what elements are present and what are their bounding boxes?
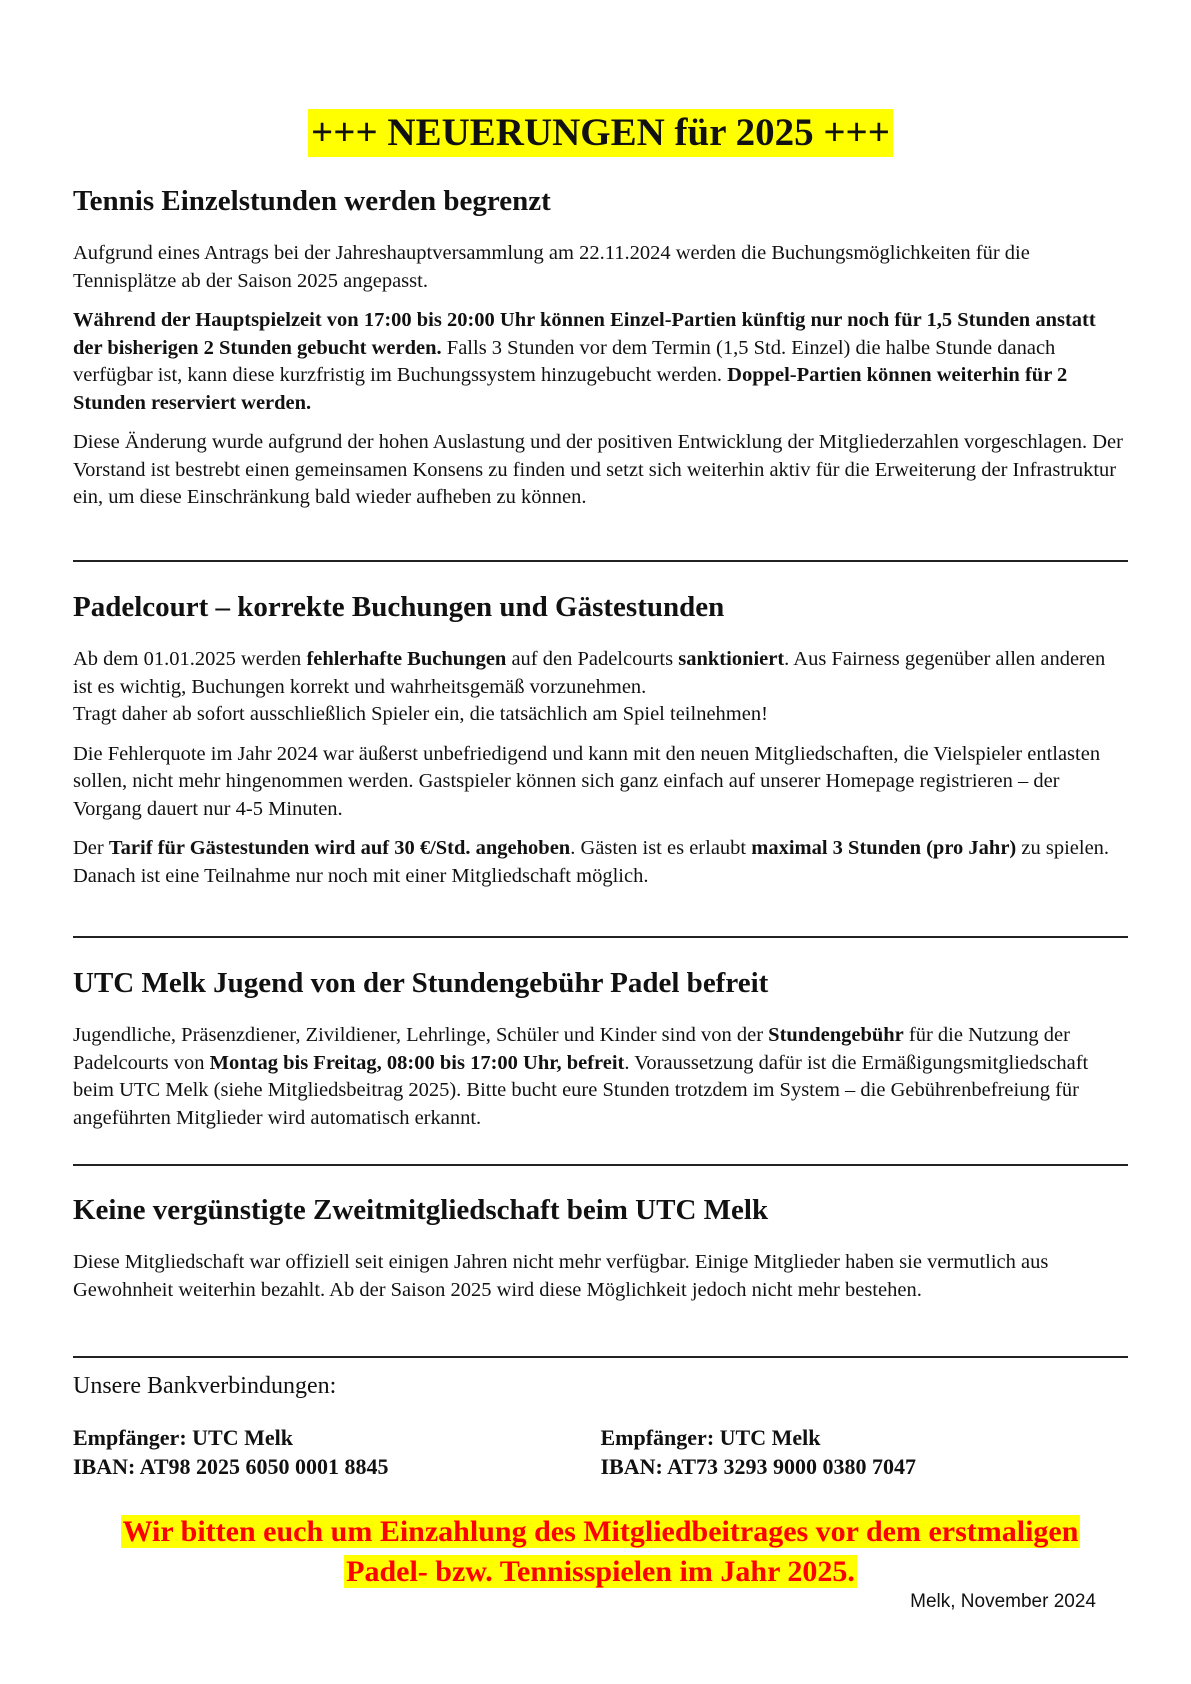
divider	[73, 1356, 1128, 1358]
youth-p1-bold-d: Montag bis Freitag, 08:00 bis 17:00 Uhr, befreit	[209, 1051, 625, 1074]
bank-account-2-iban: IBAN: AT73 3293 9000 0380 7047	[600, 1453, 917, 1479]
padel-p1-text-f: Tragt daher ab sofort ausschließlich Spieler ein, die tatsächlich am Spiel teilnehmen!	[73, 703, 768, 725]
section-heading-padel: Padelcourt – korrekte Buchungen und Gästestunden	[73, 591, 725, 623]
tennis-paragraph-2-bold-2: Doppel-Partien können weiterhin für 2 Stunden reserviert werden.	[73, 364, 1068, 414]
membership-paragraph-1: Diese Mitgliedschaft war offiziell seit einigen Jahren nicht mehr verfügbar. Einige Mitglieder haben sie vermutlich aus Gewohnheit weiterhin bezahlt. Ab der Saison 2025 wird diese Möglichkeit jedoch nicht mehr bestehen.	[73, 1251, 1049, 1301]
bank-account-1	[73, 1423, 601, 1481]
youth-p1-text-e: . Voraussetzung dafür ist die Ermäßigungsmitgliedschaft beim UTC Melk (siehe Mitgliedsbeitrag 2025). Bitte bucht eure Stunden trotzdem im System – die Gebührenbefreiung für angeführten Mitglieder wird automatisch erkannt.	[73, 1051, 1089, 1129]
padel-p3-bold-b: Tarif für Gästestunden wird auf 30 €/Std. angehoben	[108, 837, 571, 859]
padel-paragraph-3	[73, 835, 1128, 890]
footer-date: Melk, November 2024	[910, 1591, 1096, 1612]
divider	[73, 560, 1128, 562]
padel-paragraph-1	[73, 646, 1128, 729]
youth-paragraph-1	[73, 1022, 1128, 1132]
padel-p1-bold-d: sanktioniert	[678, 648, 785, 670]
page-title: +++ NEUERUNGEN für 2025 +++	[308, 109, 893, 157]
document-page	[73, 0, 1128, 1588]
youth-p1-text-c: für die Nutzung der Padelcourts von	[73, 1024, 1070, 1074]
padel-p3-bold-d: maximal 3 Stunden (pro Jahr)	[751, 837, 1017, 859]
padel-p3-text-a: Der	[73, 837, 109, 859]
padel-paragraph-2: Die Fehlerquote im Jahr 2024 war äußerst unbefriedigend und kann mit den neuen Mitgliedschaften, die Vielspieler entlasten sollen, nicht mehr hingenommen werden. Gastspieler können sich ganz einfach auf unserer Homepage registrieren – der Vorgang dauert nur 4-5 Minuten.	[73, 742, 1101, 820]
bank-section	[73, 1373, 1128, 1481]
bank-account-1-recipient: Empfänger: UTC Melk	[73, 1424, 293, 1450]
tennis-paragraph-2	[73, 307, 1128, 417]
section-heading-tennis: Tennis Einzelstunden werden begrenzt	[73, 185, 551, 217]
bank-account-1-iban: IBAN: AT98 2025 6050 0001 8845	[73, 1453, 389, 1479]
youth-p1-bold-b: Stundengebühr	[768, 1024, 904, 1046]
padel-p3-text-c: . Gästen ist es erlaubt	[570, 837, 752, 859]
bank-account-2	[601, 1423, 1129, 1481]
bank-accounts	[73, 1423, 1128, 1481]
tennis-paragraph-2-text: Falls 3 Stunden vor dem Termin (1,5 Std. Einzel) die halbe Stunde danach verfügbar ist, kann diese kurzfristig im Buchungssystem hinzugebucht werden.	[73, 336, 1056, 386]
padel-p1-bold-b: fehlerhafte Buchungen	[306, 648, 507, 670]
closing-notice	[73, 1512, 1128, 1592]
section-membership	[73, 1192, 1128, 1304]
closing-line-1: Wir bitten euch um Einzahlung des Mitgliedbeitrages vor dem erstmaligen	[122, 1515, 1079, 1548]
divider	[73, 1164, 1128, 1166]
bank-account-2-recipient: Empfänger: UTC Melk	[600, 1424, 821, 1450]
section-heading-youth: UTC Melk Jugend von der Stundengebühr Padel befreit	[73, 967, 769, 999]
padel-p1-text-e: . Aus Fairness gegenüber allen anderen ist es wichtig, Buchungen korrekt und wahrheitsgemäß vorzunehmen.	[73, 648, 1106, 698]
youth-p1-text-a: Jugendliche, Präsenzdiener, Zivildiener, Lehrlinge, Schüler und Kinder sind von der	[73, 1024, 769, 1046]
divider	[73, 936, 1128, 938]
section-youth	[73, 965, 1128, 1132]
section-tennis	[73, 183, 1128, 512]
section-heading-membership: Keine vergünstigte Zweitmitgliedschaft beim UTC Melk	[73, 1194, 769, 1226]
section-padel	[73, 589, 1128, 890]
bank-intro: Unsere Bankverbindungen:	[73, 1373, 337, 1399]
closing-line-2: Padel- bzw. Tennisspielen im Jahr 2025.	[346, 1555, 855, 1588]
padel-p1-text-c: auf den Padelcourts	[506, 648, 679, 670]
tennis-paragraph-1: Aufgrund eines Antrags bei der Jahreshauptversammlung am 22.11.2024 werden die Buchungsmöglichkeiten für die Tennisplätze ab der Saison 2025 angepasst.	[73, 242, 1030, 292]
tennis-paragraph-2-bold-1: Während der Hauptspielzeit von 17:00 bis 20:00 Uhr können Einzel-Partien künftig nur noch für 1,5 Stunden anstatt der bisherigen 2 Stunden gebucht werden.	[73, 309, 1096, 359]
title-wrap	[73, 109, 1128, 157]
padel-p1-text-a: Ab dem 01.01.2025 werden	[73, 648, 307, 670]
tennis-paragraph-3: Diese Änderung wurde aufgrund der hohen Auslastung und der positiven Entwicklung der Mitgliederzahlen vorgeschlagen. Der Vorstand ist bestrebt einen gemeinsamen Konsens zu finden und setzt sich weiterhin aktiv für die Erweiterung der Infrastruktur ein, um diese Einschränkung bald wieder aufheben zu können.	[73, 431, 1123, 508]
padel-p3-text-e: zu spielen. Danach ist eine Teilnahme nur noch mit einer Mitgliedschaft möglich.	[73, 837, 1110, 887]
